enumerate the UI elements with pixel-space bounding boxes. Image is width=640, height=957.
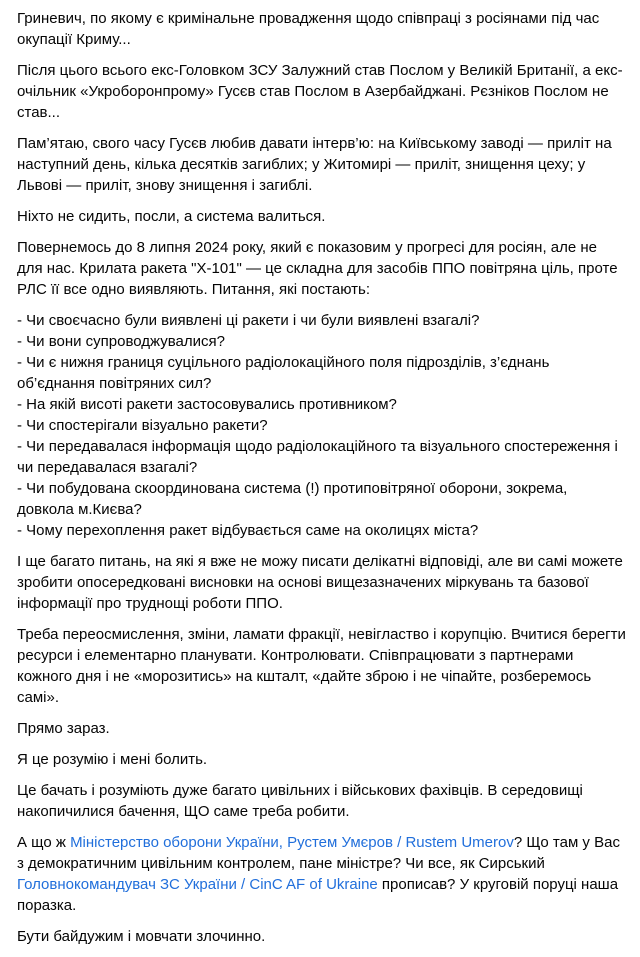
- post-paragraph: [17, 237, 626, 300]
- text-segment: ? Що там у Вас з демократичним цивільним контролем, пане міністре? Чи все, як Сирський: [17, 834, 625, 872]
- post-paragraph: [17, 60, 626, 123]
- text-segment: Прямо зараз.: [17, 720, 110, 737]
- mention-link[interactable]: Головнокомандувач ЗС України / CinC AF of Ukraine: [17, 876, 378, 893]
- question-item: - Чи вони супроводжувалися?: [17, 333, 225, 350]
- text-segment: Це бачать і розуміють дуже багато цивільних і військових фахівців. В середовищі накопичилися бачення, ЩО саме треба робити.: [17, 782, 588, 820]
- question-list: [17, 310, 626, 541]
- mention-link[interactable]: Міністерство оборони України, Рустем Умєров / Rustem Umerov: [70, 834, 514, 851]
- text-segment: І ще багато питань, на які я вже не можу писати делікатні відповіді, але ви самі можете зробити опосередковані висновки на основі вищезазначених міркувань та базової інформації про труднощі роботи ППО.: [17, 553, 627, 612]
- text-segment: Ніхто не сидить, посли, а система валиться.: [17, 208, 326, 225]
- question-item: - Чому перехоплення ракет відбувається саме на околицях міста?: [17, 522, 479, 539]
- post-paragraph: [17, 718, 626, 739]
- text-segment: Треба переосмислення, зміни, ламати фракції, невігластво і корупцію. Вчитися берегти ресурси і елементарно планувати. Контролювати. Співпрацювати з партнерами кожного дня і не «морозитись» на кшталт, «дайте зброю і не чіпайте, розберемось самі».: [17, 626, 631, 706]
- text-segment: Бути байдужим і мовчати злочинно.: [17, 928, 266, 945]
- post-paragraph: [17, 206, 626, 227]
- text-segment: Гриневич, по якому є кримінальне провадження щодо співпраці з росіянами під час окупації Криму...: [17, 10, 604, 48]
- text-segment: Я це розумію і мені болить.: [17, 751, 208, 768]
- post-paragraph: [17, 749, 626, 770]
- post-paragraph: [17, 551, 626, 614]
- post-paragraph: [17, 624, 631, 708]
- text-segment: А що ж: [17, 834, 71, 851]
- question-item: - Чи спостерігали візуально ракети?: [17, 417, 268, 434]
- text-segment: прописав? У круговій поруці наша поразка.: [17, 876, 623, 914]
- post-paragraph: [17, 780, 626, 822]
- text-segment: Після цього всього екс-Головком ЗСУ Залужний став Послом у Великій Британії, а екс-очільник «Укроборонпрому» Гусєв став Послом в Азербайджані. Рєзніков Послом не став...: [17, 62, 623, 121]
- question-item: - Чи побудована скоординована система (!) протиповітряної оборони, зокрема, довкола м.Києва?: [17, 480, 572, 518]
- post-paragraph: [17, 926, 626, 947]
- post-paragraph: [17, 133, 626, 196]
- question-item: - Чи своєчасно були виявлені ці ракети і чи були виявлені взагалі?: [17, 312, 480, 329]
- question-item: - Чи передавалася інформація щодо радіолокаційного та візуального спостереження і чи передавалася взагалі?: [17, 438, 622, 476]
- post-paragraph: [17, 8, 626, 50]
- question-item: - Чи є нижня границя суцільного радіолокаційного поля підрозділів, з’єднань об’єднання повітряних сил?: [17, 354, 554, 392]
- post-paragraph: [17, 832, 626, 916]
- text-segment: Пам’ятаю, свого часу Гусєв любив давати інтерв’ю: на Київському заводі — приліт на наступний день, кілька десятків загиблих; у Житомирі — приліт, знищення цеху; у Львові — приліт, знову знищення і загиблі.: [17, 135, 616, 194]
- question-item: - На якій висоті ракети застосовувались противником?: [17, 396, 397, 413]
- text-segment: Повернемось до 8 липня 2024 року, який є показовим у прогресі для росіян, але не для нас. Крилата ракета "Х-101" — це складна для засобів ППО повітряна ціль, проте РЛС її все одно виявляють. Питання, які постають:: [17, 239, 622, 298]
